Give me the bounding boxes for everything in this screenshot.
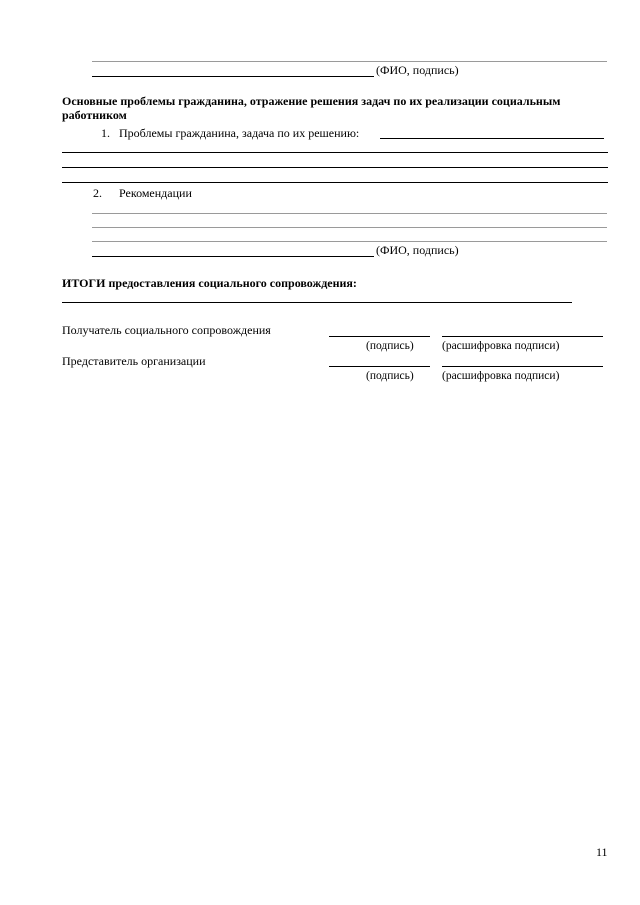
decoding-caption: (расшифровка подписи): [442, 340, 560, 352]
answer-line: [62, 182, 608, 183]
item-1-label: Проблемы гражданина, задача по их решению:: [119, 126, 360, 140]
item-2-label: Рекомендации: [119, 186, 192, 200]
representative-decoding-line: [442, 366, 603, 367]
answer-line: [62, 167, 608, 168]
fio-caption: (ФИО, подпись): [376, 243, 459, 257]
recommendation-line: [92, 227, 607, 228]
results-heading: ИТОГИ предоставления социального сопровождения:: [62, 276, 357, 290]
answer-line: [62, 152, 608, 153]
blank-line: [92, 61, 607, 62]
decoding-caption: (расшифровка подписи): [442, 370, 560, 382]
representative-label: Представитель организации: [62, 354, 206, 368]
recipient-label: Получатель социального сопровождения: [62, 323, 271, 337]
recommendation-line: [92, 213, 607, 214]
fio-caption: (ФИО, подпись): [376, 63, 459, 77]
fio-signature-line: [92, 256, 374, 257]
signature-caption: (подпись): [366, 370, 414, 382]
item-2-number: 2.: [93, 186, 102, 200]
problems-heading: Основные проблемы гражданина, отражение решения задач по их реализации социальным работником: [62, 94, 561, 122]
recipient-decoding-line: [442, 336, 603, 337]
recommendation-line: [92, 241, 607, 242]
item-1-number: 1.: [101, 126, 110, 140]
fio-signature-line: [92, 76, 374, 77]
signature-caption: (подпись): [366, 340, 414, 352]
recipient-signature-line: [329, 336, 430, 337]
item-1-answer-line: [380, 138, 604, 139]
results-line: [62, 302, 572, 303]
page-number: 11: [596, 845, 608, 859]
representative-signature-line: [329, 366, 430, 367]
